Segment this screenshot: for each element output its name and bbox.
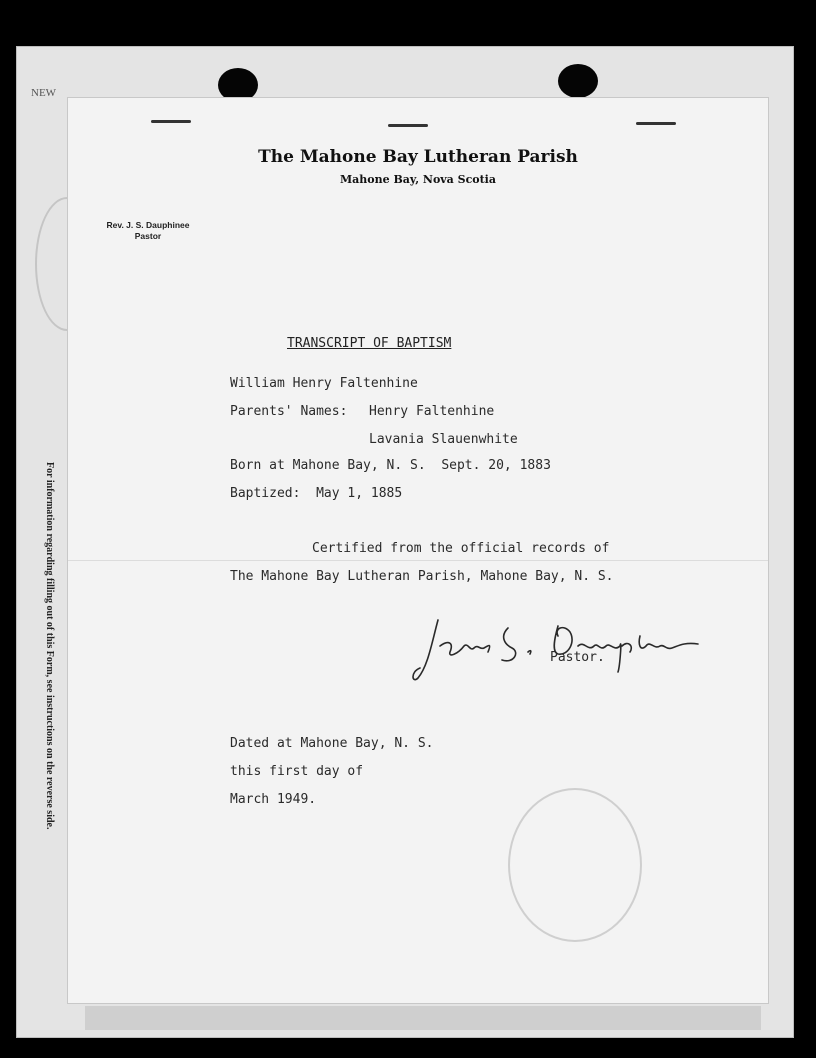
- fold-line: [68, 560, 768, 561]
- staple-middle: [388, 124, 428, 127]
- parish-location: Mahone Bay, Nova Scotia: [340, 173, 496, 186]
- punch-hole-left: [218, 68, 258, 102]
- father-name: Henry Faltenhine: [369, 404, 495, 419]
- dated-line-2: this first day of: [230, 764, 364, 779]
- pastor-signature: [408, 606, 708, 686]
- parish-name: The Mahone Bay Lutheran Parish: [258, 147, 578, 167]
- staple-right: [636, 122, 676, 125]
- pastor-name: Rev. J. S. Dauphinee: [106, 220, 190, 230]
- document-title: TRANSCRIPT OF BAPTISM: [287, 336, 452, 351]
- baptism-date: Baptized: May 1, 1885: [230, 486, 403, 501]
- child-name: William Henry Faltenhine: [230, 376, 418, 391]
- side-instruction-note: For information regarding filling out of this Form, see instructions on the reverse side.: [44, 462, 55, 830]
- birth-record: Born at Mahone Bay, N. S. Sept. 20, 1883: [230, 458, 551, 473]
- underlying-page-strip: [85, 1006, 761, 1030]
- mother-name: Lavania Slauenwhite: [369, 432, 518, 447]
- embossed-seal-right: [508, 788, 642, 942]
- baptism-transcript-sheet: [68, 98, 768, 1003]
- dated-line-1: Dated at Mahone Bay, N. S.: [230, 736, 434, 751]
- punch-hole-right: [558, 64, 598, 98]
- signature-title: Pastor.: [550, 650, 605, 665]
- certified-line-1: Certified from the official records of: [312, 541, 610, 556]
- parents-label: Parents' Names:: [230, 404, 348, 419]
- corner-mark: NEW: [31, 87, 57, 99]
- staple-left: [151, 120, 191, 123]
- dated-line-3: March 1949.: [230, 792, 317, 807]
- certified-line-2: The Mahone Bay Lutheran Parish, Mahone Bay, N. S.: [230, 569, 614, 584]
- pastor-title: Pastor: [134, 231, 162, 241]
